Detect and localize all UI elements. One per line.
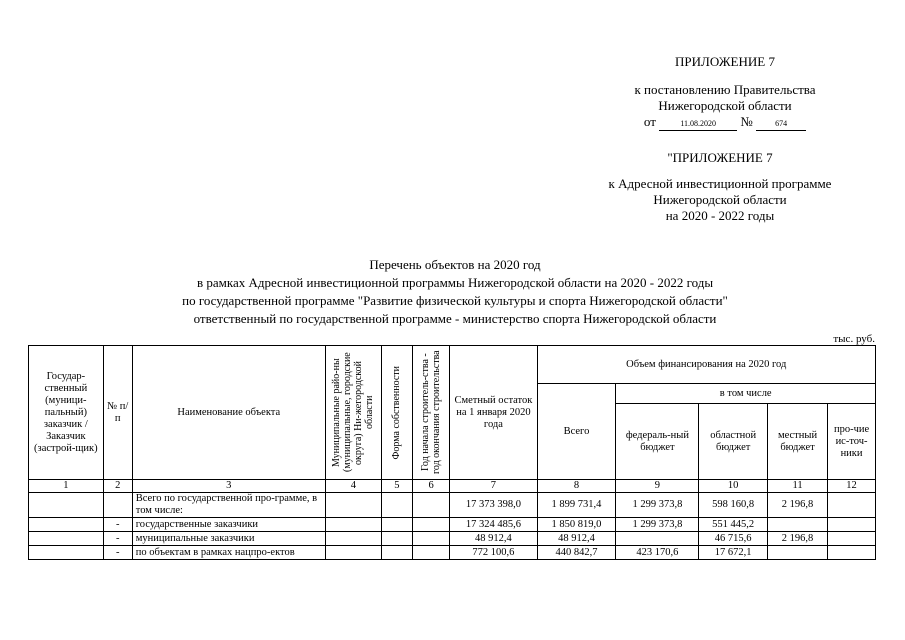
cell-years [412,546,449,560]
decree-header [560,54,890,131]
cell-local: 2 196,8 [767,493,827,518]
column-number: 3 [132,480,325,493]
list-title-line-2: в рамках Адресной инвестиционной программы Нижегородской области на 2020 - 2022 годы [196,275,714,290]
cell-municipality [325,518,381,532]
appendix-title: ПРИЛОЖЕНИЕ 7 [675,54,775,69]
cell-object-name: Всего по государственной про-грамме, в том числе: [132,493,325,518]
header-local: местный бюджет [767,404,827,480]
cell-num: - [103,532,132,546]
header-years-cell [412,346,449,480]
cell-num [103,493,132,518]
header-including: в том числе [616,384,876,404]
column-number: 6 [412,480,449,493]
header-num: № п/п [103,346,132,480]
column-number: 7 [450,480,537,493]
header-municipality: Муниципальные райо-ны (муниципальные, городские округа) Ни-жегородской области [331,352,376,473]
cell-ownership [381,493,412,518]
cell-object-name: по объектам в рамках нацпро-ектов [132,546,325,560]
decree-date: 11.08.2020 [659,118,737,131]
header-municipality-cell [325,346,381,480]
cell-ownership [381,532,412,546]
cell-other [828,546,876,560]
header-federal: федераль-ный бюджет [616,404,699,480]
number-prefix: № [740,114,753,129]
header-customer: Государ-ственный (муници-пальный) заказчик / Заказчик (застрой-щик) [29,346,104,480]
header-years: Год начала строитель-ства - год окончания строительства [420,350,443,475]
column-number: 1 [29,480,104,493]
column-number: 2 [103,480,132,493]
cell-num: - [103,518,132,532]
cell-estimate: 17 324 485,6 [450,518,537,532]
cell-years [412,532,449,546]
header-funding: Объем финансирования на 2020 год [537,346,875,384]
cell-local [767,546,827,560]
list-title-line-3: по государственной программе "Развитие физической культуры и спорта Нижегородской области" [182,293,728,308]
list-title [90,256,820,328]
cell-municipality [325,546,381,560]
cell-federal: 1 299 373,8 [616,493,699,518]
cell-other [828,493,876,518]
program-line-3: на 2020 - 2022 годы [665,208,775,223]
cell-regional: 17 672,1 [699,546,768,560]
header-other: про-чие ис-точ-ники [828,404,876,480]
header-row-1 [29,346,876,384]
cell-municipality [325,493,381,518]
cell-customer [29,546,104,560]
cell-total: 1 899 731,4 [537,493,616,518]
column-number: 12 [828,480,876,493]
cell-local: 2 196,8 [767,532,827,546]
header-ownership-cell [381,346,412,480]
list-title-line-1: Перечень объектов на 2020 год [369,257,541,272]
cell-municipality [325,532,381,546]
cell-regional: 551 445,2 [699,518,768,532]
cell-years [412,493,449,518]
cell-estimate: 17 373 398,0 [450,493,537,518]
cell-num: - [103,546,132,560]
header-ownership: Форма собственности [391,365,403,460]
cell-customer [29,532,104,546]
cell-total: 1 850 819,0 [537,518,616,532]
program-line-1: к Адресной инвестиционной программе [608,176,832,191]
cell-regional: 598 160,8 [699,493,768,518]
cell-federal [616,532,699,546]
column-number: 4 [325,480,381,493]
header-estimate: Сметный остаток на 1 января 2020 года [450,346,537,480]
list-title-line-4: ответственный по государственной программе - министерство спорта Нижегородской области [193,311,717,326]
unit-label: тыс. руб. [833,333,875,345]
column-number: 9 [616,480,699,493]
column-number: 5 [381,480,412,493]
program-header [540,150,900,224]
table-row [29,532,876,546]
column-number: 8 [537,480,616,493]
table-row [29,518,876,532]
date-prefix: от [643,114,656,129]
cell-other [828,518,876,532]
cell-total: 48 912,4 [537,532,616,546]
program-line-2: Нижегородской области [653,192,787,207]
cell-federal: 423 170,6 [616,546,699,560]
cell-ownership [381,546,412,560]
appendix-title-quoted: "ПРИЛОЖЕНИЕ 7 [667,150,773,165]
column-number: 11 [767,480,827,493]
decree-date-line [644,114,806,131]
table-row [29,546,876,560]
objects-table [28,345,876,560]
cell-customer [29,518,104,532]
cell-estimate: 772 100,6 [450,546,537,560]
decree-line-2: Нижегородской области [658,98,792,113]
header-object-name: Наименование объекта [132,346,325,480]
cell-local [767,518,827,532]
cell-object-name: муниципальные заказчики [132,532,325,546]
header-regional: областной бюджет [699,404,768,480]
header-total: Всего [537,384,616,480]
cell-customer [29,493,104,518]
column-number-row [29,480,876,493]
table-row [29,493,876,518]
cell-object-name: государственные заказчики [132,518,325,532]
decree-line-1: к постановлению Правительства [634,82,816,97]
cell-years [412,518,449,532]
cell-regional: 46 715,6 [699,532,768,546]
cell-total: 440 842,7 [537,546,616,560]
column-number: 10 [699,480,768,493]
cell-federal: 1 299 373,8 [616,518,699,532]
cell-ownership [381,518,412,532]
cell-other [828,532,876,546]
decree-number: 674 [756,118,806,131]
cell-estimate: 48 912,4 [450,532,537,546]
